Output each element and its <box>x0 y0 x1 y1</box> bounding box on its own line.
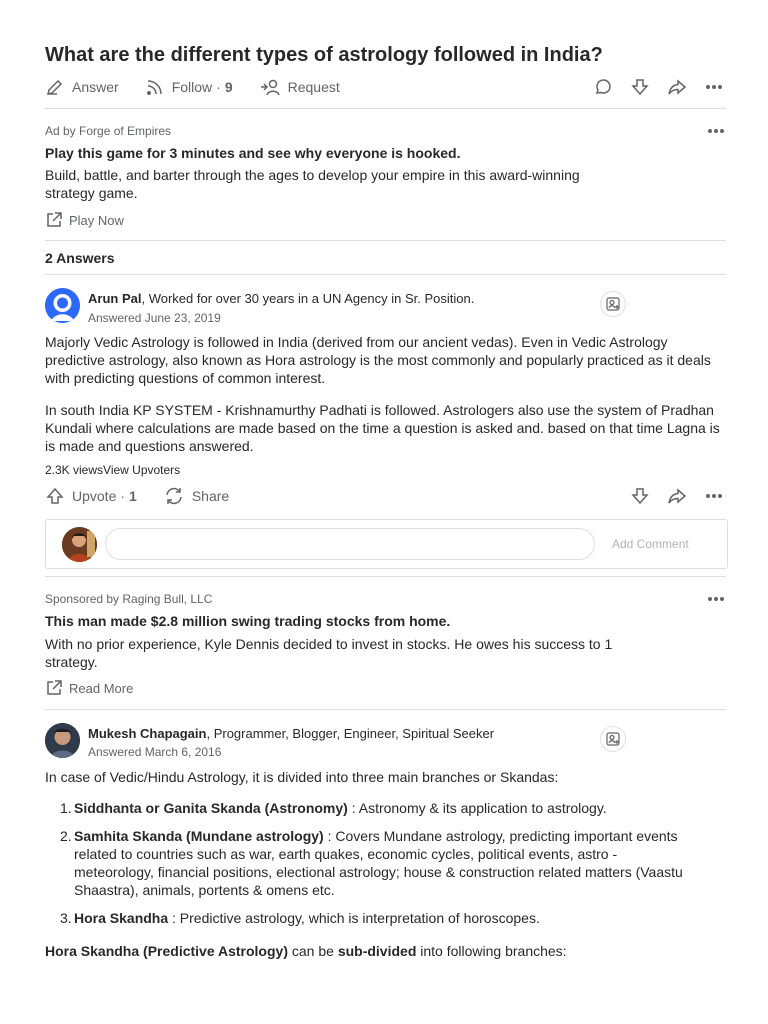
ad-more-options-icon[interactable] <box>704 119 728 143</box>
request-label: Request <box>287 79 340 95</box>
answer-author-line <box>88 726 494 741</box>
closing-text: can be <box>287 943 338 959</box>
answer-button[interactable] <box>45 77 119 97</box>
follow-label: Follow <box>171 79 213 95</box>
answer-action-bar <box>45 485 726 507</box>
more-options-icon[interactable] <box>702 75 726 99</box>
divider <box>45 108 726 109</box>
follow-button[interactable] <box>145 77 233 97</box>
upvote-icon <box>45 486 65 506</box>
answers-count-header: 2 Answers <box>45 250 115 266</box>
external-link-icon <box>45 679 63 697</box>
views-count: 2.3K views <box>45 463 104 477</box>
author-name[interactable]: Mukesh Chapagain <box>88 726 207 741</box>
downvote-icon[interactable] <box>628 75 652 99</box>
list-item-title: Hora Skandha <box>74 910 169 926</box>
divider <box>45 240 726 241</box>
downvote-icon[interactable] <box>628 484 652 508</box>
upvote-button[interactable] <box>45 486 137 506</box>
closing-bold-term: sub-divided <box>337 943 417 959</box>
list-item <box>45 799 685 817</box>
answer-icon-group <box>615 484 726 508</box>
ad-more-options-icon[interactable] <box>704 587 728 611</box>
comment-input[interactable] <box>105 528 595 560</box>
ad-cta-label: Play Now <box>69 212 124 228</box>
follow-author-icon[interactable] <box>600 291 626 317</box>
share-label: Share <box>191 488 230 504</box>
more-options-icon[interactable] <box>702 484 726 508</box>
follow-count: 9 <box>224 79 233 95</box>
list-item-text: : Astronomy & its application to astrology. <box>347 800 607 816</box>
comment-icon[interactable] <box>591 75 615 99</box>
ad-cta-link[interactable] <box>45 211 124 229</box>
list-item-number: 2. <box>60 828 72 844</box>
avatar[interactable] <box>45 723 80 758</box>
list-item-number: 1. <box>60 800 72 816</box>
share-arrow-icon[interactable] <box>665 484 689 508</box>
pencil-icon <box>45 77 65 97</box>
request-button[interactable] <box>259 77 340 97</box>
ad-headline[interactable]: Play this game for 3 minutes and see why everyone is hooked. <box>45 145 461 161</box>
ad-body: With no prior experience, Kyle Dennis decided to invest in stocks. He owes his success to 1 strategy. <box>45 636 613 670</box>
author-credential: , Worked for over 30 years in a UN Agency in Sr. Position. <box>141 291 475 306</box>
skandas-list <box>45 799 685 937</box>
share-arrow-icon[interactable] <box>665 75 689 99</box>
rss-follow-icon <box>145 77 165 97</box>
default-user-avatar-icon <box>45 288 80 323</box>
ad-cta-label: Read More <box>69 680 134 696</box>
upvote-separator: · <box>120 488 126 504</box>
ad-label: Sponsored by Raging Bull, LLC <box>45 592 213 606</box>
upvote-count: 1 <box>129 488 137 504</box>
ad-headline[interactable]: This man made $2.8 million swing trading stocks from home. <box>45 613 451 629</box>
share-button[interactable] <box>163 486 229 506</box>
list-item-text: : Predictive astrology, which is interpretation of horoscopes. <box>168 910 540 926</box>
answer-paragraph: Majorly Vedic Astrology is followed in India (derived from our ancient vedas). Even in Vedic Astrology predictive astrology, also known as Hora astrology is the most commonly and popularly practiced as it deals with predicting questions of common interest. <box>45 334 711 386</box>
list-item <box>45 909 685 927</box>
ad-body: Build, battle, and barter through the ages to develop your empire in this award-winning strategy game. <box>45 167 580 201</box>
add-comment-button[interactable]: Add Comment <box>612 537 689 551</box>
list-item-text: : Covers Mundane astrology, predicting important events related to countries such as war, earth quakes, economic cycles, political events, astro - meteorology, financial positions, electional astrology; house & construction related matters (Vaastu Shaastra), animals, portents & omens etc. <box>74 828 683 898</box>
closing-text: into following branches: <box>416 943 567 959</box>
comment-composer <box>45 519 728 569</box>
question-action-bar <box>45 76 726 98</box>
author-credential: , Programmer, Blogger, Engineer, Spiritual Seeker <box>206 726 495 741</box>
list-item <box>45 827 685 899</box>
answer-author-line <box>88 291 474 306</box>
current-user-avatar <box>62 527 97 562</box>
answer-date[interactable]: Answered March 6, 2016 <box>88 745 222 759</box>
divider <box>45 576 726 577</box>
answer-paragraph <box>45 942 725 960</box>
request-user-icon <box>259 77 281 97</box>
follow-separator: · <box>216 79 221 95</box>
answer-paragraph: In south India KP SYSTEM - Krishnamurthy Padhati is followed. Astrologers also use the system of Pradhan Kundali where calculations are made based on the time a question is asked and. based on that time Lagna is is made and questions answered. <box>45 402 720 454</box>
view-upvoters-link[interactable]: View Upvoters <box>103 463 181 477</box>
reshare-icon <box>163 486 185 506</box>
answer-paragraph: In case of Vedic/Hindu Astrology, it is divided into three main branches or Skandas: <box>45 769 559 785</box>
answer-date[interactable]: Answered June 23, 2019 <box>88 311 221 325</box>
upvote-label: Upvote <box>72 488 117 504</box>
divider <box>45 274 726 275</box>
list-item-number: 3. <box>60 910 72 926</box>
ad-label: Ad by Forge of Empires <box>45 124 172 138</box>
answer-label: Answer <box>72 79 119 95</box>
closing-bold-term: Hora Skandha (Predictive Astrology) <box>45 943 288 959</box>
avatar[interactable] <box>45 288 80 323</box>
list-item-title: Siddhanta or Ganita Skanda (Astronomy) <box>74 800 348 816</box>
ad-cta-link[interactable] <box>45 679 133 697</box>
external-link-icon <box>45 211 63 229</box>
follow-author-icon[interactable] <box>600 726 626 752</box>
author-name[interactable]: Arun Pal <box>88 291 142 306</box>
answer-stats <box>45 463 180 477</box>
list-item-title: Samhita Skanda (Mundane astrology) <box>74 828 324 844</box>
question-icon-group <box>578 75 726 99</box>
question-title: What are the different types of astrology followed in India? <box>45 44 603 66</box>
divider <box>45 709 726 710</box>
